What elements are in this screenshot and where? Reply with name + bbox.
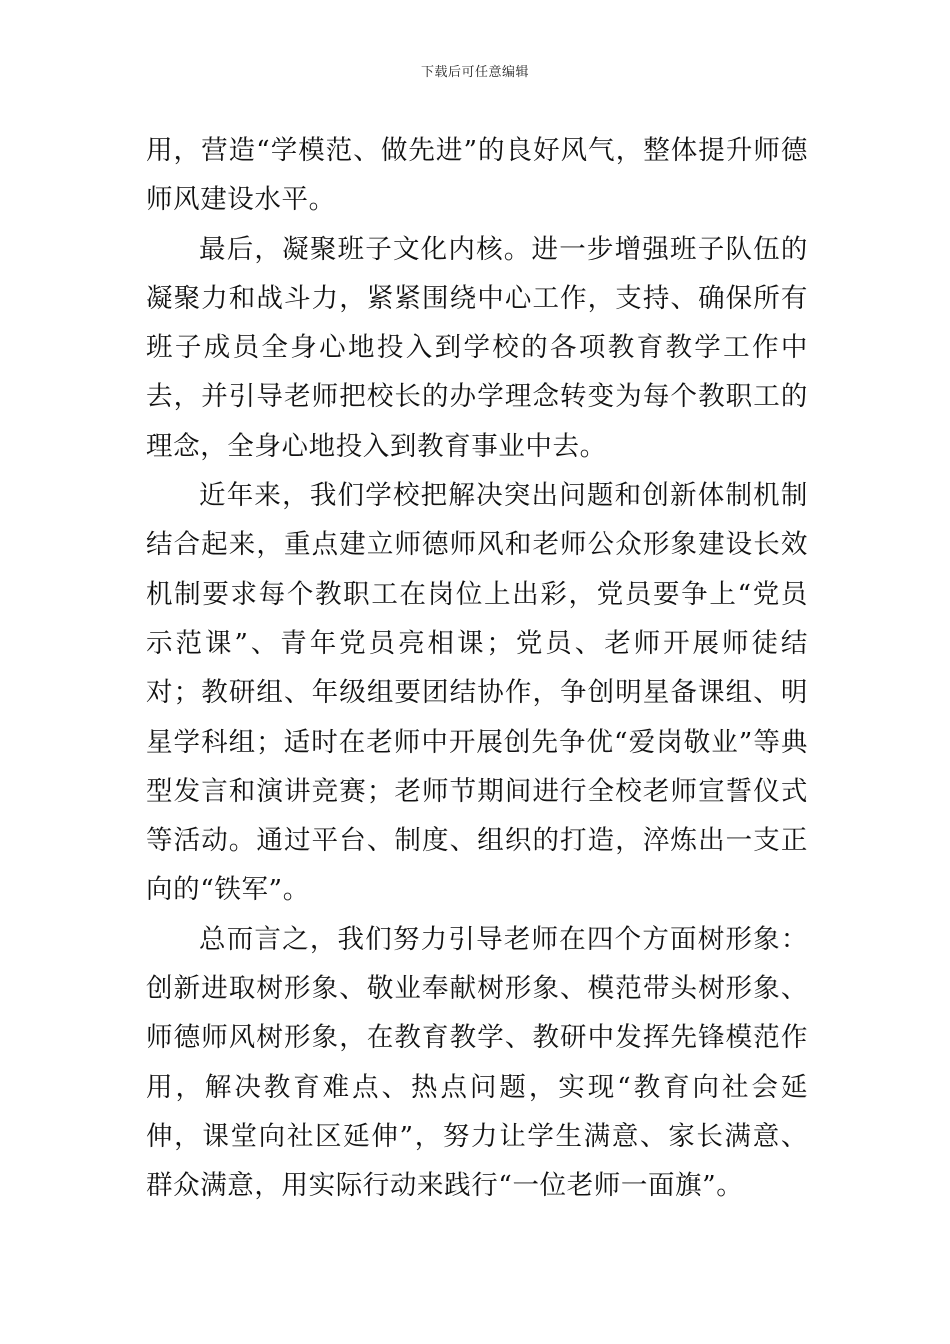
paragraph-continuation: 用，营造“学模范、做先进”的良好风气，整体提升师德师风建设水平。 <box>146 135 808 216</box>
document-body <box>146 126 808 1211</box>
page-header: 下载后可任意编辑 <box>420 65 529 80</box>
paragraph-team-culture: 最后，凝聚班子文化内核。进一步增强班子队伍的凝聚力和战斗力，紧紧围绕中心工作，支持、确保所有班子成员全身心地投入到学校的各项教育教学工作中去，并引导老师把校长的办学理念转变为每个教职工的理念，全身心地投入到教育事业中去。 <box>146 233 808 462</box>
paragraph-summary: 总而言之，我们努力引导老师在四个方面树形象：创新进取树形象、敬业奉献树形象、模范带头树形象、师德师风树形象，在教育教学、教研中发挥先锋模范作用，解决教育难点、热点问题，实现“教育向社会延伸，课堂向社区延伸”，努力让学生满意、家长满意、群众满意，用实际行动来践行“一位老师一面旗”。 <box>146 923 808 1202</box>
paragraph-recent-years: 近年来，我们学校把解决突出问题和创新体制机制结合起来，重点建立师德师风和老师公众形象建设长效机制要求每个教职工在岗位上出彩，党员要争上“党员示范课”、青年党员亮相课；党员、老师开展师徒结对；教研组、年级组要团结协作，争创明星备课组、明星学科组；适时在老师中开展创先争优“爱岗敬业”等典型发言和演讲竞赛；老师节期间进行全校老师宣誓仪式等活动。通过平台、制度、组织的打造，淬炼出一支正向的“铁军”。 <box>146 480 808 906</box>
